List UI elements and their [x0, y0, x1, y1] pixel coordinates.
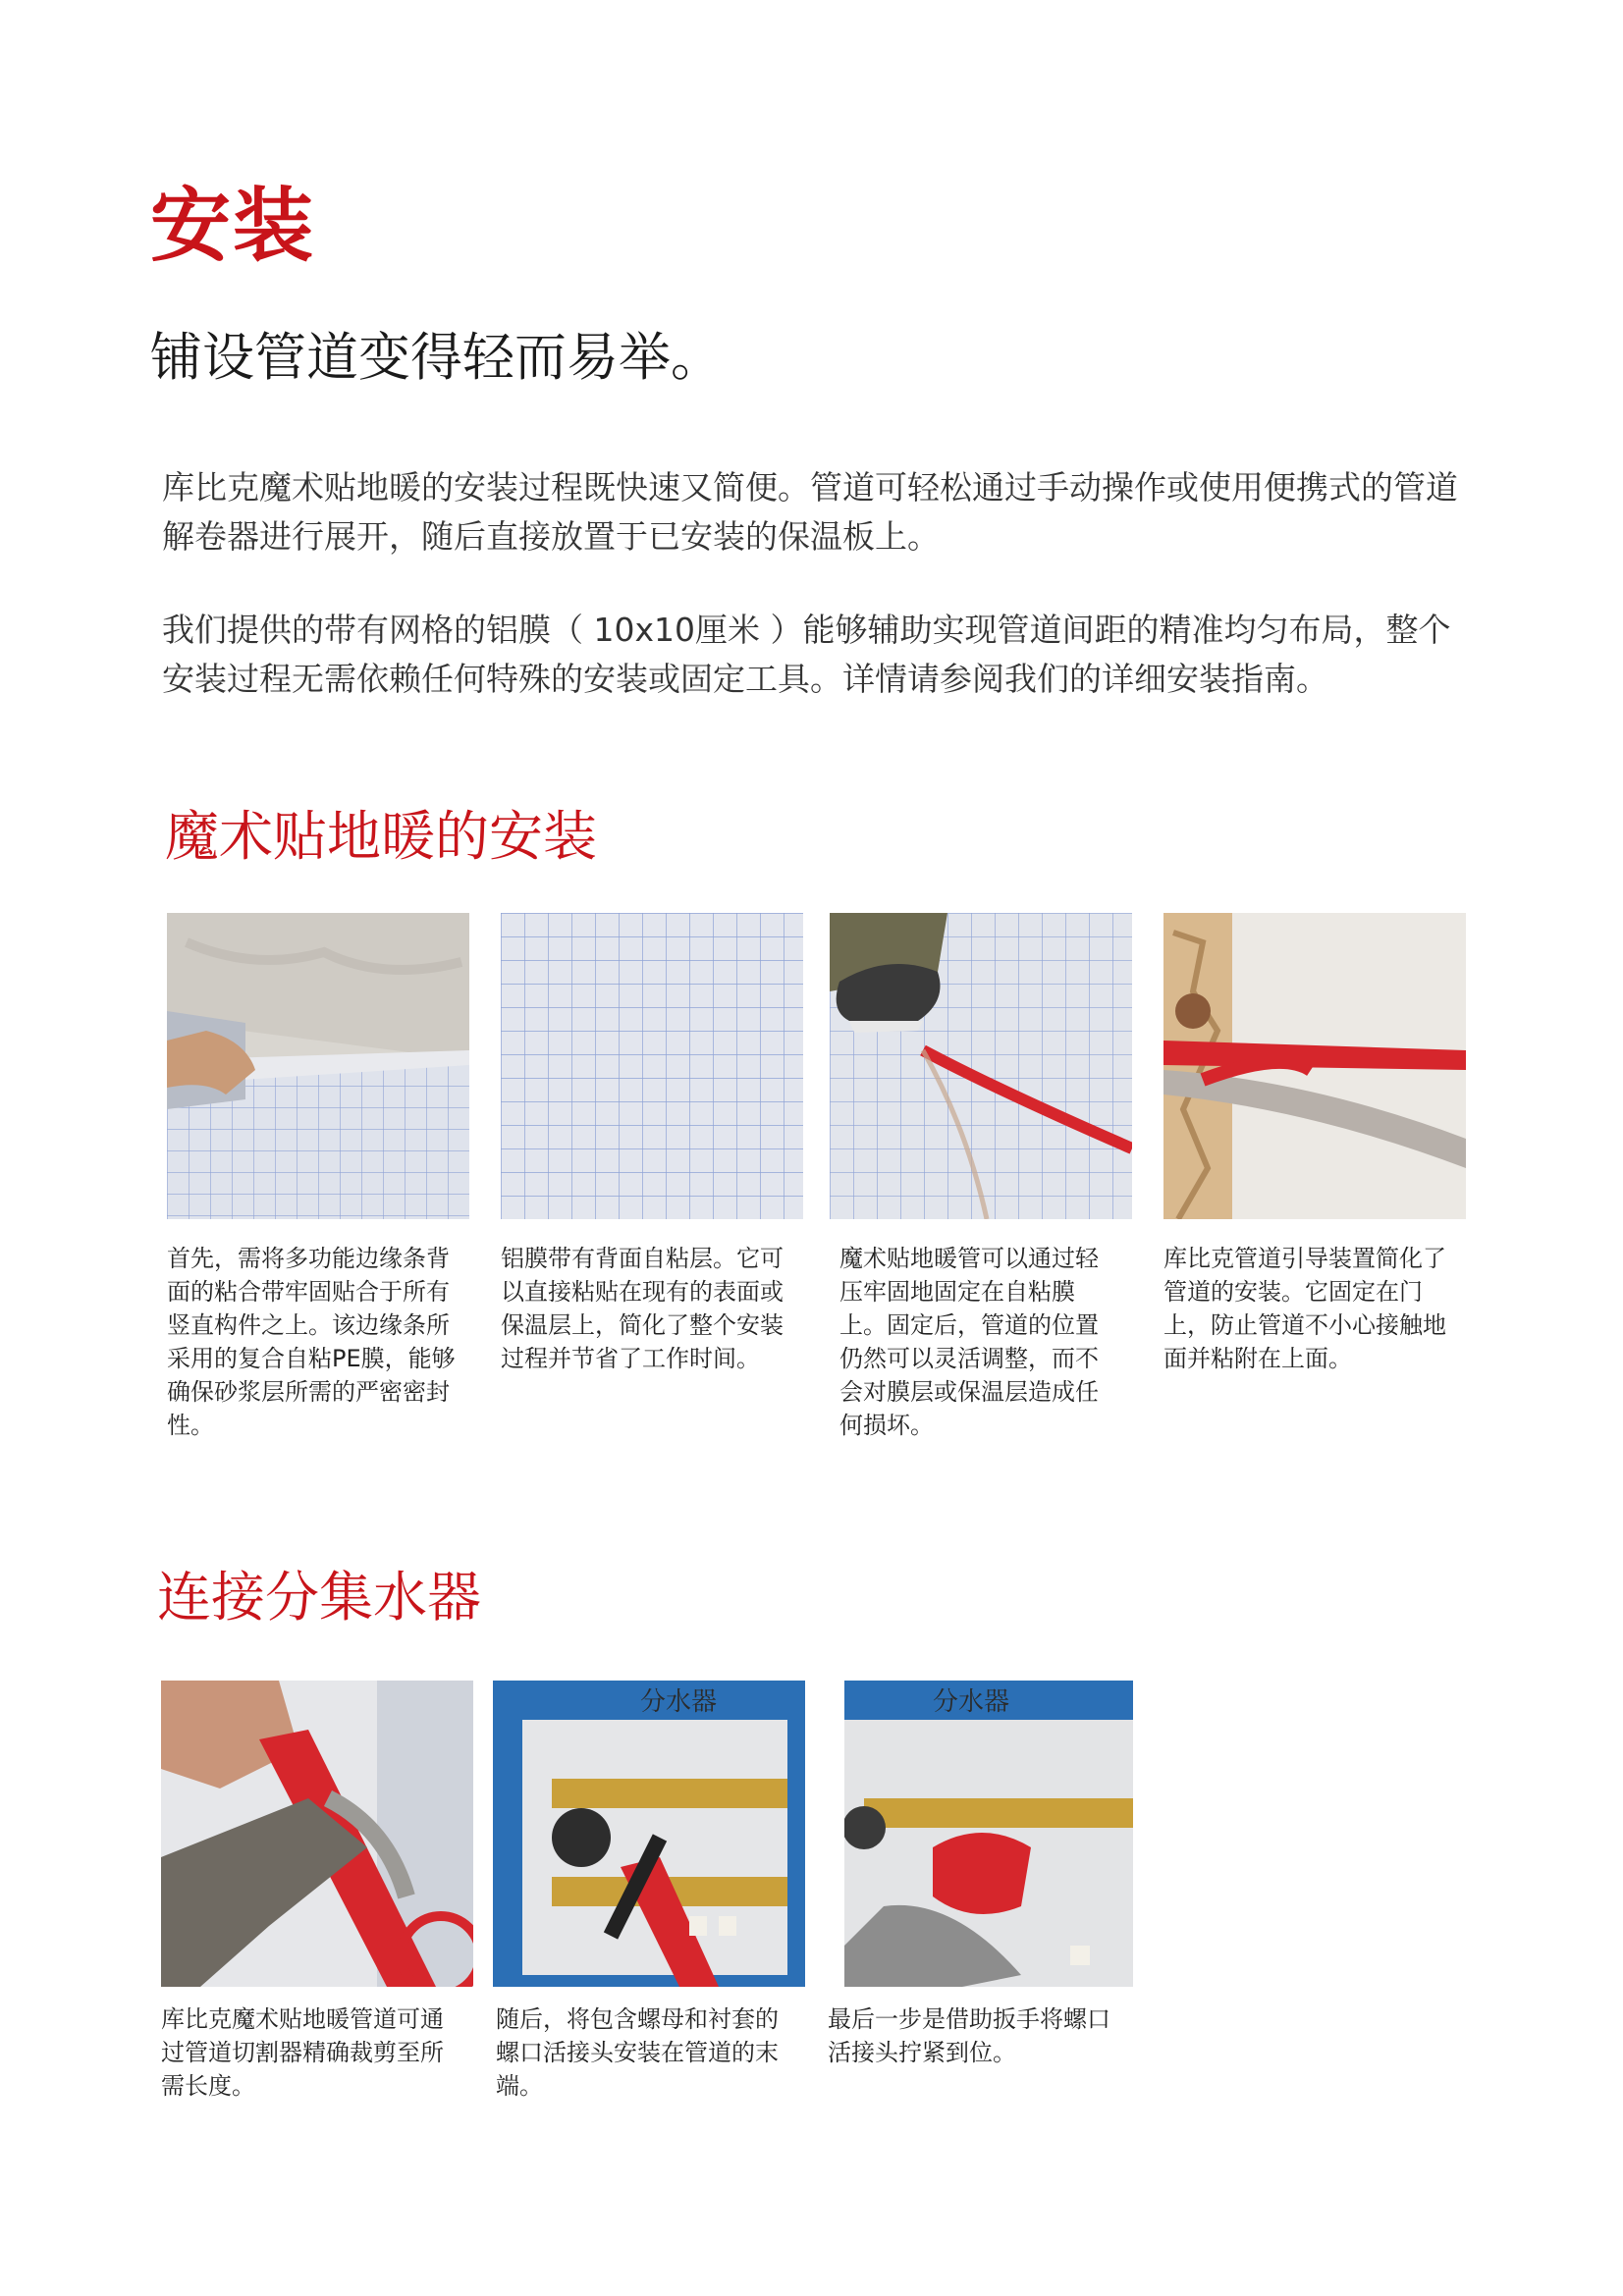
manifold-step-1-caption: 库比克魔术贴地暖管道可通 过管道切割器精确裁剪至所 需长度。 — [161, 2005, 444, 2100]
pipe-press-photo — [830, 913, 1132, 1219]
manifold-step-2-caption: 随后，将包含螺母和衬套的 螺口活接头安装在管道的末 端。 — [496, 2005, 779, 2100]
install-step-4-caption: 库比克管道引导装置简化了 管道的安装。它固定在门 上，防止管道不小心接触地 面并粘附在上面。 — [1163, 1245, 1446, 1372]
manifold-label-1: 分水器 — [640, 1687, 718, 1717]
grid-foil-photo — [501, 913, 803, 1219]
page-subtitle: 铺设管道变得轻而易举。 — [150, 328, 723, 388]
install-step-2-caption: 铝膜带有背面自粘层。它可 以直接粘贴在现有的表面或 保温层上，简化了整个安装 过程并节省了工作时间。 — [501, 1245, 784, 1372]
intro-paragraph-2: 我们提供的带有网格的铝膜（ 10x10厘米 ）能够辅助实现管道间距的精准均匀布局，整个安装过程无需依赖任何特殊的安装或固定工具。详情请参阅我们的详细安装指南。 — [162, 611, 1451, 698]
intro-paragraph-1: 库比克魔术贴地暖的安装过程既快速又简便。管道可轻松通过手动操作或使用便携式的管道解卷器进行展开，随后直接放置于已安装的保温板上。 — [162, 468, 1458, 556]
section-heading-manifold: 连接分集水器 — [157, 1566, 482, 1629]
manifold-step-3-caption: 最后一步是借助扳手将螺口 活接头拧紧到位。 — [828, 2005, 1110, 2066]
pipe-cutter-photo — [161, 1681, 473, 1987]
manifold-label-2: 分水器 — [933, 1687, 1010, 1717]
edge-strip-photo — [167, 913, 469, 1219]
install-step-3-caption: 魔术贴地暖管可以通过轻 压牢固地固定在自粘膜 上。固定后，管道的位置 仍然可以灵活调整，而不 会对膜层或保温层造成任 何损坏。 — [839, 1245, 1099, 1439]
manifold-fitting-photo — [493, 1681, 805, 1987]
manifold-wrench-photo — [844, 1681, 1133, 1987]
section-heading-install: 魔术贴地暖的安装 — [165, 805, 598, 868]
page-title: 安装 — [150, 180, 316, 273]
install-step-1-caption: 首先，需将多功能边缘条背 面的粘合带牢固贴合于所有 竖直构件之上。该边缘条所 采用的复合自粘PE膜，能够 确保砂浆层所需的严密密封 性。 — [167, 1245, 456, 1439]
pipe-guide-photo — [1163, 913, 1466, 1219]
